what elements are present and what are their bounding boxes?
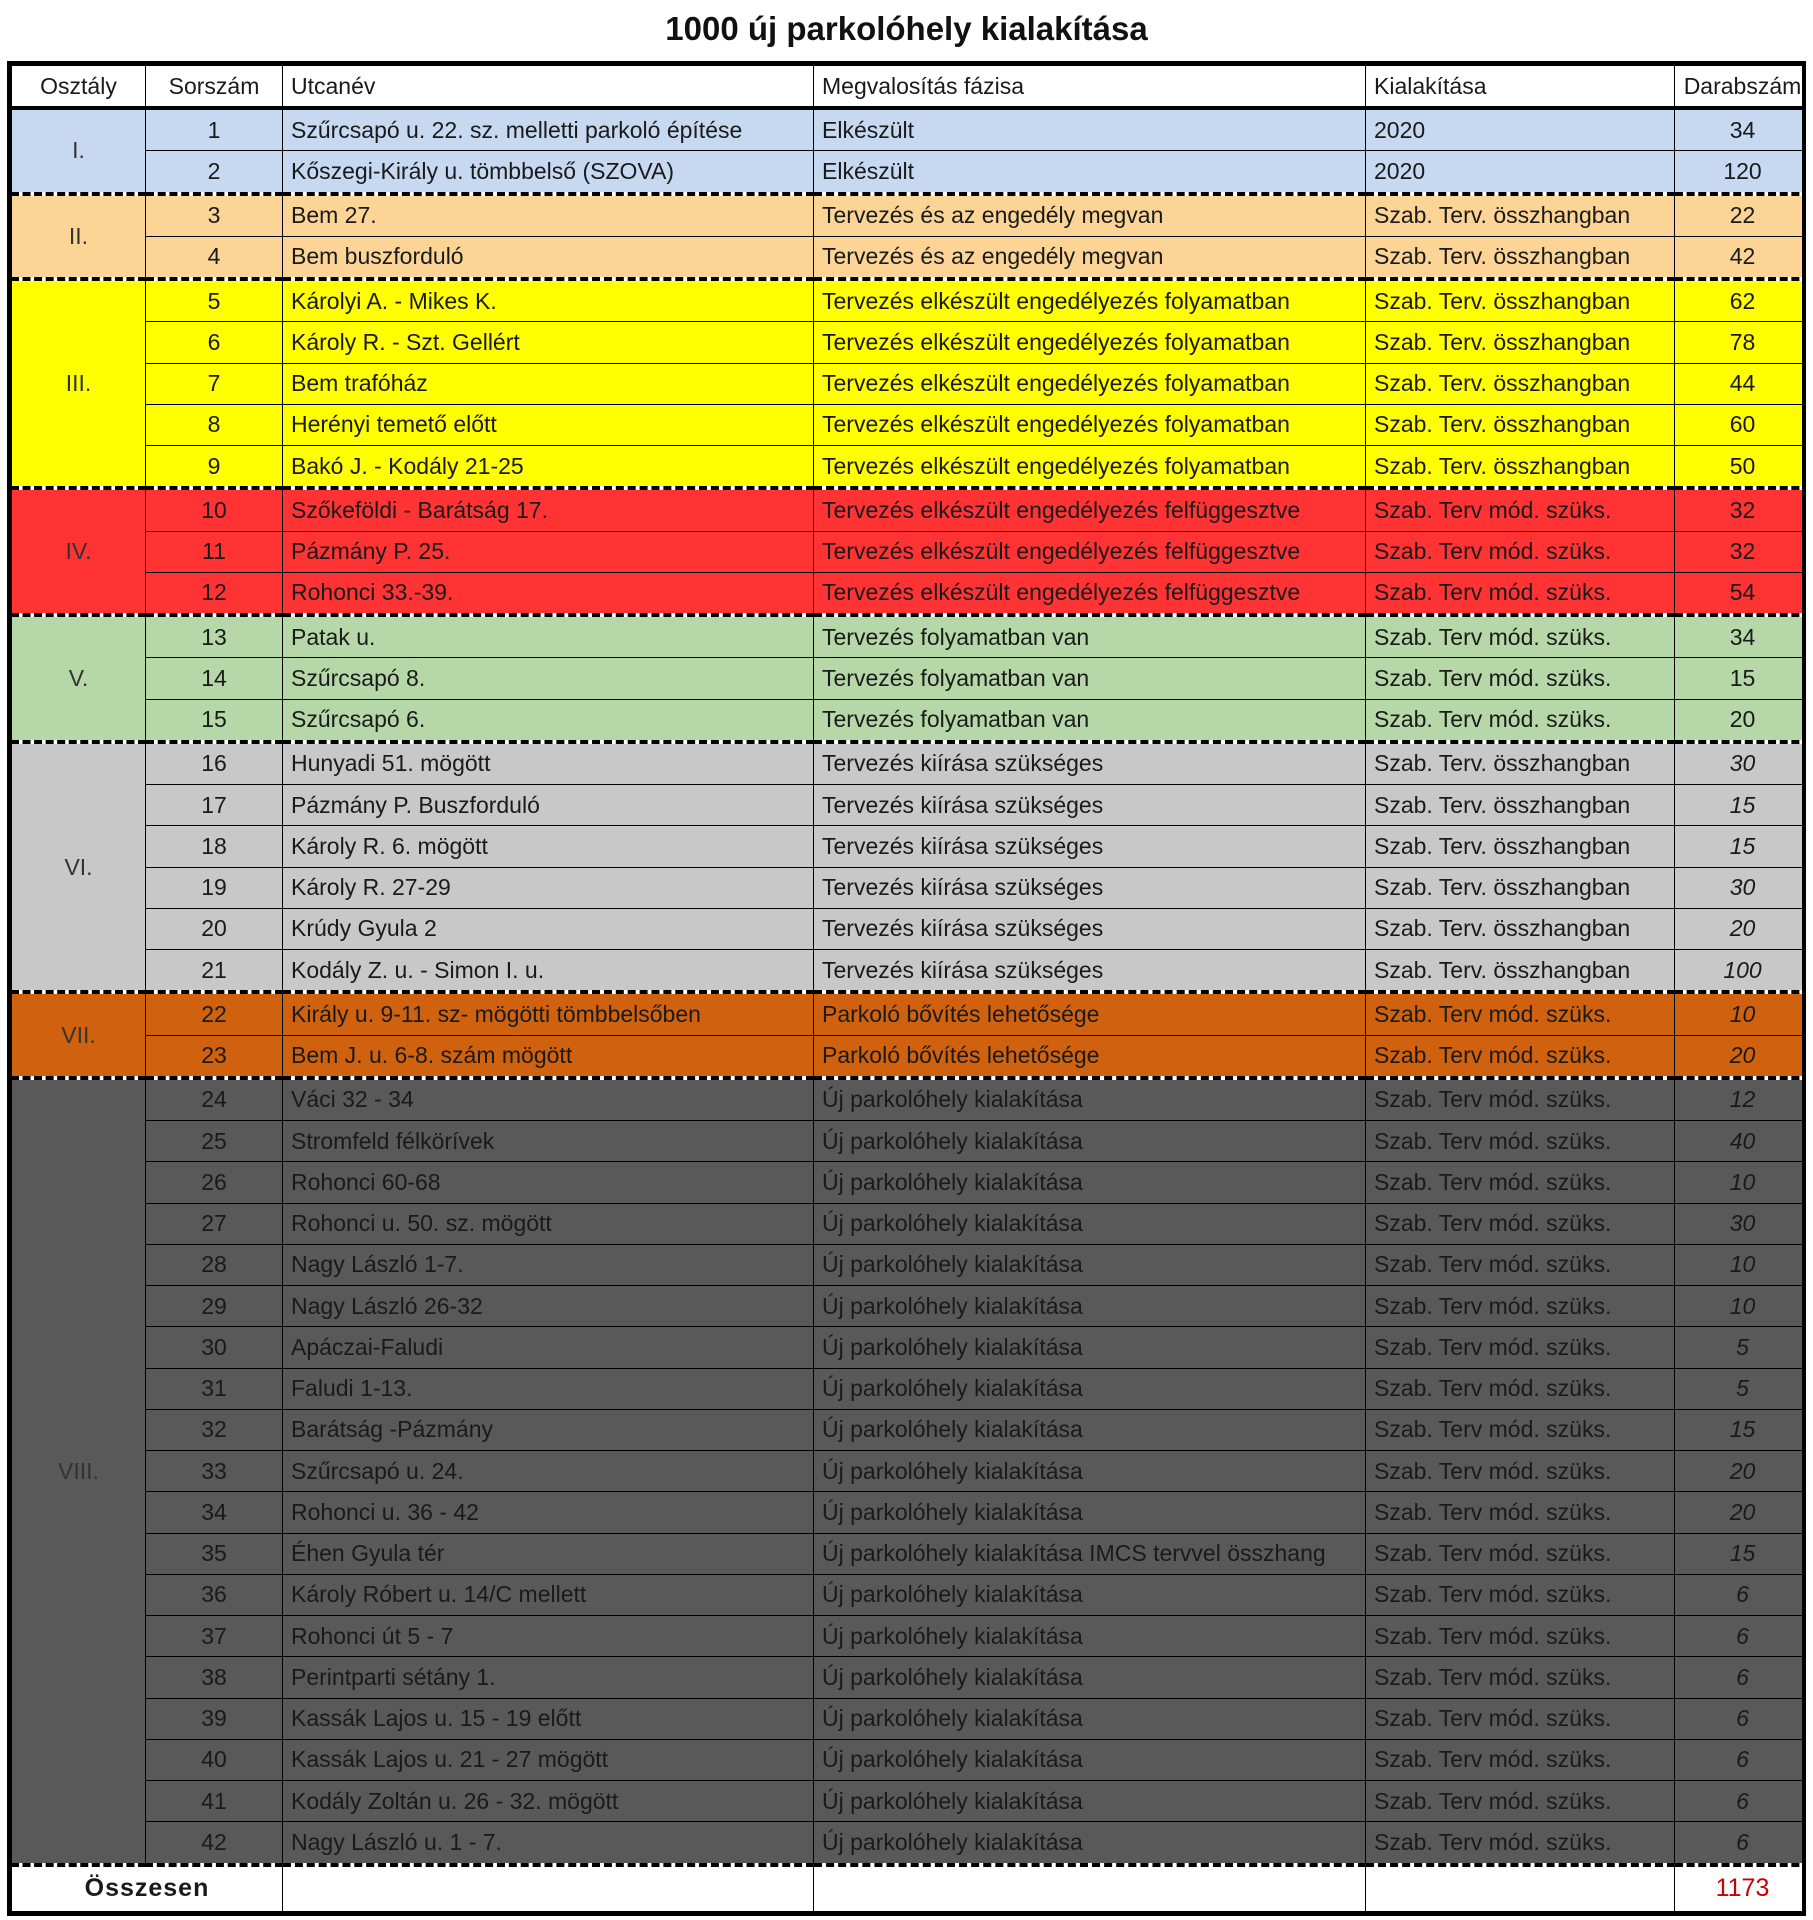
row-number-cell: 26	[146, 1162, 283, 1203]
phase-cell: Tervezés folyamatban van	[814, 615, 1366, 658]
street-name-cell: Károly R. 6. mögött	[283, 826, 814, 867]
header-kialakitas: Kialakítása	[1366, 66, 1675, 109]
count-cell: 20	[1675, 1035, 1807, 1078]
row-number-cell: 37	[146, 1616, 283, 1657]
count-cell: 15	[1675, 826, 1807, 867]
street-name-cell: Barátság -Pázmány	[283, 1409, 814, 1450]
total-label: Összesen	[12, 1865, 283, 1912]
row-number-cell: 3	[146, 194, 283, 237]
phase-cell: Új parkolóhely kialakítása	[814, 1739, 1366, 1780]
street-name-cell: Kodály Zoltán u. 26 - 32. mögött	[283, 1781, 814, 1822]
count-cell: 20	[1675, 699, 1807, 742]
count-cell: 15	[1675, 1533, 1807, 1574]
row-number-cell: 28	[146, 1244, 283, 1285]
form-cell: Szab. Terv mód. szüks.	[1366, 531, 1675, 572]
table-row	[12, 1203, 1807, 1244]
form-cell: Szab. Terv mód. szüks.	[1366, 1244, 1675, 1285]
table-row	[12, 1739, 1807, 1780]
count-cell: 34	[1675, 615, 1807, 658]
count-cell: 15	[1675, 658, 1807, 699]
table-row	[12, 615, 1807, 658]
table-row	[12, 699, 1807, 742]
form-cell: Szab. Terv. összhangban	[1366, 363, 1675, 404]
form-cell: Szab. Terv mód. szüks.	[1366, 699, 1675, 742]
table-row	[12, 826, 1807, 867]
form-cell: Szab. Terv mód. szüks.	[1366, 1616, 1675, 1657]
form-cell: Szab. Terv mód. szüks.	[1366, 1698, 1675, 1739]
count-cell: 20	[1675, 908, 1807, 949]
table-row	[12, 658, 1807, 699]
street-name-cell: Nagy László 26-32	[283, 1286, 814, 1327]
row-number-cell: 6	[146, 322, 283, 363]
row-number-cell: 13	[146, 615, 283, 658]
street-name-cell: Bakó J. - Kodály 21-25	[283, 446, 814, 489]
street-name-cell: Kassák Lajos u. 21 - 27 mögött	[283, 1739, 814, 1780]
count-cell: 20	[1675, 1451, 1807, 1492]
table-row	[12, 446, 1807, 489]
row-number-cell: 34	[146, 1492, 283, 1533]
row-number-cell: 16	[146, 742, 283, 785]
phase-cell: Új parkolóhely kialakítása	[814, 1368, 1366, 1409]
table-row	[12, 1616, 1807, 1657]
count-cell: 5	[1675, 1368, 1807, 1409]
street-name-cell: Bem buszforduló	[283, 236, 814, 279]
total-row	[12, 1865, 1807, 1912]
street-name-cell: Kőszegi-Király u. tömbbelső (SZOVA)	[283, 151, 814, 194]
form-cell: Szab. Terv mód. szüks.	[1366, 615, 1675, 658]
count-cell: 6	[1675, 1657, 1807, 1698]
form-cell: Szab. Terv. összhangban	[1366, 742, 1675, 785]
table-row	[12, 236, 1807, 279]
phase-cell: Tervezés folyamatban van	[814, 658, 1366, 699]
street-name-cell: Stromfeld félkörívek	[283, 1121, 814, 1162]
row-number-cell: 36	[146, 1574, 283, 1615]
row-number-cell: 35	[146, 1533, 283, 1574]
phase-cell: Új parkolóhely kialakítása	[814, 1822, 1366, 1865]
phase-cell: Új parkolóhely kialakítása	[814, 1286, 1366, 1327]
form-cell: Szab. Terv mód. szüks.	[1366, 1078, 1675, 1121]
count-cell: 62	[1675, 279, 1807, 322]
phase-cell: Tervezés és az engedély megvan	[814, 194, 1366, 237]
phase-cell: Tervezés elkészült engedélyezés felfüggesztve	[814, 488, 1366, 531]
row-number-cell: 38	[146, 1657, 283, 1698]
form-cell: Szab. Terv mód. szüks.	[1366, 488, 1675, 531]
street-name-cell: Károly Róbert u. 14/C mellett	[283, 1574, 814, 1615]
total-empty-cell	[283, 1865, 814, 1912]
count-cell: 40	[1675, 1121, 1807, 1162]
form-cell: Szab. Terv mód. szüks.	[1366, 1368, 1675, 1409]
form-cell: 2020	[1366, 108, 1675, 151]
table-row	[12, 1244, 1807, 1285]
table-row	[12, 992, 1807, 1035]
street-name-cell: Bem 27.	[283, 194, 814, 237]
table-row	[12, 1781, 1807, 1822]
phase-cell: Elkészült	[814, 108, 1366, 151]
table-row	[12, 1286, 1807, 1327]
table-row	[12, 531, 1807, 572]
row-number-cell: 40	[146, 1739, 283, 1780]
parking-table-sheet	[7, 61, 1806, 1916]
table-row	[12, 785, 1807, 826]
form-cell: Szab. Terv mód. szüks.	[1366, 1533, 1675, 1574]
street-name-cell: Kassák Lajos u. 15 - 19 előtt	[283, 1698, 814, 1739]
row-number-cell: 30	[146, 1327, 283, 1368]
phase-cell: Tervezés elkészült engedélyezés felfüggesztve	[814, 572, 1366, 615]
row-number-cell: 41	[146, 1781, 283, 1822]
row-number-cell: 21	[146, 950, 283, 993]
phase-cell: Elkészült	[814, 151, 1366, 194]
table-row	[12, 1162, 1807, 1203]
form-cell: Szab. Terv. összhangban	[1366, 950, 1675, 993]
row-number-cell: 10	[146, 488, 283, 531]
form-cell: Szab. Terv mód. szüks.	[1366, 1492, 1675, 1533]
count-cell: 44	[1675, 363, 1807, 404]
form-cell: Szab. Terv. összhangban	[1366, 194, 1675, 237]
form-cell: Szab. Terv mód. szüks.	[1366, 1162, 1675, 1203]
form-cell: Szab. Terv. összhangban	[1366, 908, 1675, 949]
total-empty-cell	[814, 1865, 1366, 1912]
street-name-cell: Faludi 1-13.	[283, 1368, 814, 1409]
street-name-cell: Krúdy Gyula 2	[283, 908, 814, 949]
table-row	[12, 322, 1807, 363]
table-row	[12, 742, 1807, 785]
street-name-cell: Éhen Gyula tér	[283, 1533, 814, 1574]
street-name-cell: Hunyadi 51. mögött	[283, 742, 814, 785]
row-number-cell: 8	[146, 404, 283, 445]
street-name-cell: Pázmány P. 25.	[283, 531, 814, 572]
phase-cell: Tervezés kiírása szükséges	[814, 908, 1366, 949]
table-row	[12, 279, 1807, 322]
phase-cell: Tervezés kiírása szükséges	[814, 826, 1366, 867]
count-cell: 10	[1675, 992, 1807, 1035]
count-cell: 54	[1675, 572, 1807, 615]
form-cell: Szab. Terv mód. szüks.	[1366, 1574, 1675, 1615]
table-row	[12, 1035, 1807, 1078]
count-cell: 34	[1675, 108, 1807, 151]
phase-cell: Új parkolóhely kialakítása	[814, 1203, 1366, 1244]
count-cell: 30	[1675, 1203, 1807, 1244]
street-name-cell: Perintparti sétány 1.	[283, 1657, 814, 1698]
table-row	[12, 867, 1807, 908]
street-name-cell: Károlyi A. - Mikes K.	[283, 279, 814, 322]
phase-cell: Új parkolóhely kialakítása	[814, 1409, 1366, 1450]
form-cell: Szab. Terv mód. szüks.	[1366, 1451, 1675, 1492]
street-name-cell: Pázmány P. Buszforduló	[283, 785, 814, 826]
row-number-cell: 5	[146, 279, 283, 322]
row-number-cell: 42	[146, 1822, 283, 1865]
table-row	[12, 1492, 1807, 1533]
phase-cell: Tervezés elkészült engedélyezés folyamatban	[814, 322, 1366, 363]
group-label-cell: IV.	[12, 488, 146, 615]
street-name-cell: Kodály Z. u. - Simon I. u.	[283, 950, 814, 993]
street-name-cell: Rohonci u. 36 - 42	[283, 1492, 814, 1533]
table-row	[12, 1121, 1807, 1162]
phase-cell: Új parkolóhely kialakítása	[814, 1327, 1366, 1368]
phase-cell: Új parkolóhely kialakítása	[814, 1616, 1366, 1657]
count-cell: 50	[1675, 446, 1807, 489]
phase-cell: Új parkolóhely kialakítása	[814, 1781, 1366, 1822]
phase-cell: Új parkolóhely kialakítása	[814, 1121, 1366, 1162]
row-number-cell: 22	[146, 992, 283, 1035]
count-cell: 6	[1675, 1739, 1807, 1780]
row-number-cell: 32	[146, 1409, 283, 1450]
header-utcanev: Utcanév	[283, 66, 814, 109]
row-number-cell: 2	[146, 151, 283, 194]
street-name-cell: Károly R. - Szt. Gellért	[283, 322, 814, 363]
row-number-cell: 27	[146, 1203, 283, 1244]
count-cell: 15	[1675, 785, 1807, 826]
street-name-cell: Szűrcsapó u. 22. sz. melletti parkoló építése	[283, 108, 814, 151]
table-row	[12, 950, 1807, 993]
form-cell: Szab. Terv. összhangban	[1366, 826, 1675, 867]
street-name-cell: Bem J. u. 6-8. szám mögött	[283, 1035, 814, 1078]
table-row	[12, 1451, 1807, 1492]
phase-cell: Új parkolóhely kialakítása IMCS tervvel összhang	[814, 1533, 1366, 1574]
count-cell: 6	[1675, 1822, 1807, 1865]
table-row	[12, 404, 1807, 445]
phase-cell: Tervezés folyamatban van	[814, 699, 1366, 742]
row-number-cell: 29	[146, 1286, 283, 1327]
header-row	[12, 66, 1807, 109]
phase-cell: Tervezés kiírása szükséges	[814, 867, 1366, 908]
table-body	[12, 108, 1807, 1912]
count-cell: 120	[1675, 151, 1807, 194]
header-osztaly: Osztály	[12, 66, 146, 109]
table-row	[12, 1657, 1807, 1698]
phase-cell: Új parkolóhely kialakítása	[814, 1574, 1366, 1615]
count-cell: 30	[1675, 867, 1807, 908]
phase-cell: Tervezés elkészült engedélyezés folyamatban	[814, 279, 1366, 322]
total-empty-cell	[1366, 1865, 1675, 1912]
phase-cell: Új parkolóhely kialakítása	[814, 1244, 1366, 1285]
count-cell: 15	[1675, 1409, 1807, 1450]
form-cell: Szab. Terv. összhangban	[1366, 322, 1675, 363]
table-row	[12, 151, 1807, 194]
phase-cell: Tervezés kiírása szükséges	[814, 950, 1366, 993]
street-name-cell: Szűrcsapó 8.	[283, 658, 814, 699]
group-label-cell: V.	[12, 615, 146, 742]
count-cell: 10	[1675, 1162, 1807, 1203]
phase-cell: Tervezés kiírása szükséges	[814, 785, 1366, 826]
group-label-cell: VIII.	[12, 1078, 146, 1865]
form-cell: Szab. Terv mód. szüks.	[1366, 1781, 1675, 1822]
header-sorszam: Sorszám	[146, 66, 283, 109]
row-number-cell: 33	[146, 1451, 283, 1492]
form-cell: 2020	[1366, 151, 1675, 194]
parking-table	[11, 65, 1806, 1912]
phase-cell: Tervezés elkészült engedélyezés folyamatban	[814, 404, 1366, 445]
table-row	[12, 1327, 1807, 1368]
table-row	[12, 1078, 1807, 1121]
group-label-cell: VII.	[12, 992, 146, 1078]
street-name-cell: Szűrcsapó 6.	[283, 699, 814, 742]
count-cell: 6	[1675, 1698, 1807, 1739]
street-name-cell: Rohonci u. 50. sz. mögött	[283, 1203, 814, 1244]
row-number-cell: 25	[146, 1121, 283, 1162]
street-name-cell: Bem trafóház	[283, 363, 814, 404]
count-cell: 12	[1675, 1078, 1807, 1121]
row-number-cell: 39	[146, 1698, 283, 1739]
count-cell: 5	[1675, 1327, 1807, 1368]
row-number-cell: 14	[146, 658, 283, 699]
phase-cell: Új parkolóhely kialakítása	[814, 1078, 1366, 1121]
count-cell: 6	[1675, 1781, 1807, 1822]
phase-cell: Tervezés kiírása szükséges	[814, 742, 1366, 785]
street-name-cell: Nagy László 1-7.	[283, 1244, 814, 1285]
count-cell: 6	[1675, 1574, 1807, 1615]
count-cell: 6	[1675, 1616, 1807, 1657]
form-cell: Szab. Terv mód. szüks.	[1366, 572, 1675, 615]
row-number-cell: 7	[146, 363, 283, 404]
table-row	[12, 1822, 1807, 1865]
count-cell: 42	[1675, 236, 1807, 279]
street-name-cell: Király u. 9-11. sz- mögötti tömbbelsőben	[283, 992, 814, 1035]
street-name-cell: Rohonci út 5 - 7	[283, 1616, 814, 1657]
form-cell: Szab. Terv mód. szüks.	[1366, 1327, 1675, 1368]
phase-cell: Tervezés elkészült engedélyezés felfüggesztve	[814, 531, 1366, 572]
row-number-cell: 23	[146, 1035, 283, 1078]
table-row	[12, 194, 1807, 237]
row-number-cell: 9	[146, 446, 283, 489]
table-row	[12, 1533, 1807, 1574]
street-name-cell: Rohonci 33.-39.	[283, 572, 814, 615]
form-cell: Szab. Terv mód. szüks.	[1366, 658, 1675, 699]
street-name-cell: Szűrcsapó u. 24.	[283, 1451, 814, 1492]
form-cell: Szab. Terv mód. szüks.	[1366, 992, 1675, 1035]
phase-cell: Parkoló bővítés lehetősége	[814, 992, 1366, 1035]
header-fazis: Megvalosítás fázisa	[814, 66, 1366, 109]
row-number-cell: 17	[146, 785, 283, 826]
count-cell: 60	[1675, 404, 1807, 445]
count-cell: 10	[1675, 1286, 1807, 1327]
table-row	[12, 363, 1807, 404]
phase-cell: Tervezés elkészült engedélyezés folyamatban	[814, 363, 1366, 404]
form-cell: Szab. Terv mód. szüks.	[1366, 1286, 1675, 1327]
street-name-cell: Rohonci 60-68	[283, 1162, 814, 1203]
form-cell: Szab. Terv. összhangban	[1366, 446, 1675, 489]
row-number-cell: 19	[146, 867, 283, 908]
form-cell: Szab. Terv. összhangban	[1366, 867, 1675, 908]
table-row	[12, 488, 1807, 531]
form-cell: Szab. Terv mód. szüks.	[1366, 1822, 1675, 1865]
form-cell: Szab. Terv. összhangban	[1366, 785, 1675, 826]
phase-cell: Tervezés elkészült engedélyezés folyamatban	[814, 446, 1366, 489]
form-cell: Szab. Terv mód. szüks.	[1366, 1203, 1675, 1244]
form-cell: Szab. Terv mód. szüks.	[1366, 1657, 1675, 1698]
phase-cell: Új parkolóhely kialakítása	[814, 1698, 1366, 1739]
form-cell: Szab. Terv mód. szüks.	[1366, 1121, 1675, 1162]
row-number-cell: 4	[146, 236, 283, 279]
street-name-cell: Szőkeföldi - Barátság 17.	[283, 488, 814, 531]
table-row	[12, 1409, 1807, 1450]
table-row	[12, 1574, 1807, 1615]
count-cell: 78	[1675, 322, 1807, 363]
form-cell: Szab. Terv mód. szüks.	[1366, 1409, 1675, 1450]
header-darabszam: Darabszám	[1675, 66, 1807, 109]
phase-cell: Új parkolóhely kialakítása	[814, 1657, 1366, 1698]
row-number-cell: 18	[146, 826, 283, 867]
phase-cell: Új parkolóhely kialakítása	[814, 1162, 1366, 1203]
street-name-cell: Apáczai-Faludi	[283, 1327, 814, 1368]
count-cell: 100	[1675, 950, 1807, 993]
row-number-cell: 31	[146, 1368, 283, 1409]
phase-cell: Új parkolóhely kialakítása	[814, 1492, 1366, 1533]
row-number-cell: 15	[146, 699, 283, 742]
count-cell: 22	[1675, 194, 1807, 237]
count-cell: 30	[1675, 742, 1807, 785]
form-cell: Szab. Terv. összhangban	[1366, 404, 1675, 445]
table-row	[12, 1698, 1807, 1739]
street-name-cell: Váci 32 - 34	[283, 1078, 814, 1121]
table-row	[12, 108, 1807, 151]
count-cell: 32	[1675, 531, 1807, 572]
count-cell: 32	[1675, 488, 1807, 531]
street-name-cell: Herényi temető előtt	[283, 404, 814, 445]
row-number-cell: 1	[146, 108, 283, 151]
phase-cell: Parkoló bővítés lehetősége	[814, 1035, 1366, 1078]
group-label-cell: VI.	[12, 742, 146, 993]
form-cell: Szab. Terv. összhangban	[1366, 236, 1675, 279]
phase-cell: Tervezés és az engedély megvan	[814, 236, 1366, 279]
form-cell: Szab. Terv mód. szüks.	[1366, 1739, 1675, 1780]
group-label-cell: II.	[12, 194, 146, 280]
form-cell: Szab. Terv mód. szüks.	[1366, 1035, 1675, 1078]
street-name-cell: Károly R. 27-29	[283, 867, 814, 908]
group-label-cell: I.	[12, 108, 146, 194]
form-cell: Szab. Terv. összhangban	[1366, 279, 1675, 322]
group-label-cell: III.	[12, 279, 146, 488]
count-cell: 20	[1675, 1492, 1807, 1533]
street-name-cell: Nagy László u. 1 - 7.	[283, 1822, 814, 1865]
count-cell: 10	[1675, 1244, 1807, 1285]
total-value: 1173	[1675, 1865, 1807, 1912]
table-row	[12, 1368, 1807, 1409]
row-number-cell: 11	[146, 531, 283, 572]
street-name-cell: Patak u.	[283, 615, 814, 658]
table-row	[12, 908, 1807, 949]
row-number-cell: 20	[146, 908, 283, 949]
phase-cell: Új parkolóhely kialakítása	[814, 1451, 1366, 1492]
page-title: 1000 új parkolóhely kialakítása	[665, 10, 1148, 47]
row-number-cell: 12	[146, 572, 283, 615]
table-row	[12, 572, 1807, 615]
row-number-cell: 24	[146, 1078, 283, 1121]
